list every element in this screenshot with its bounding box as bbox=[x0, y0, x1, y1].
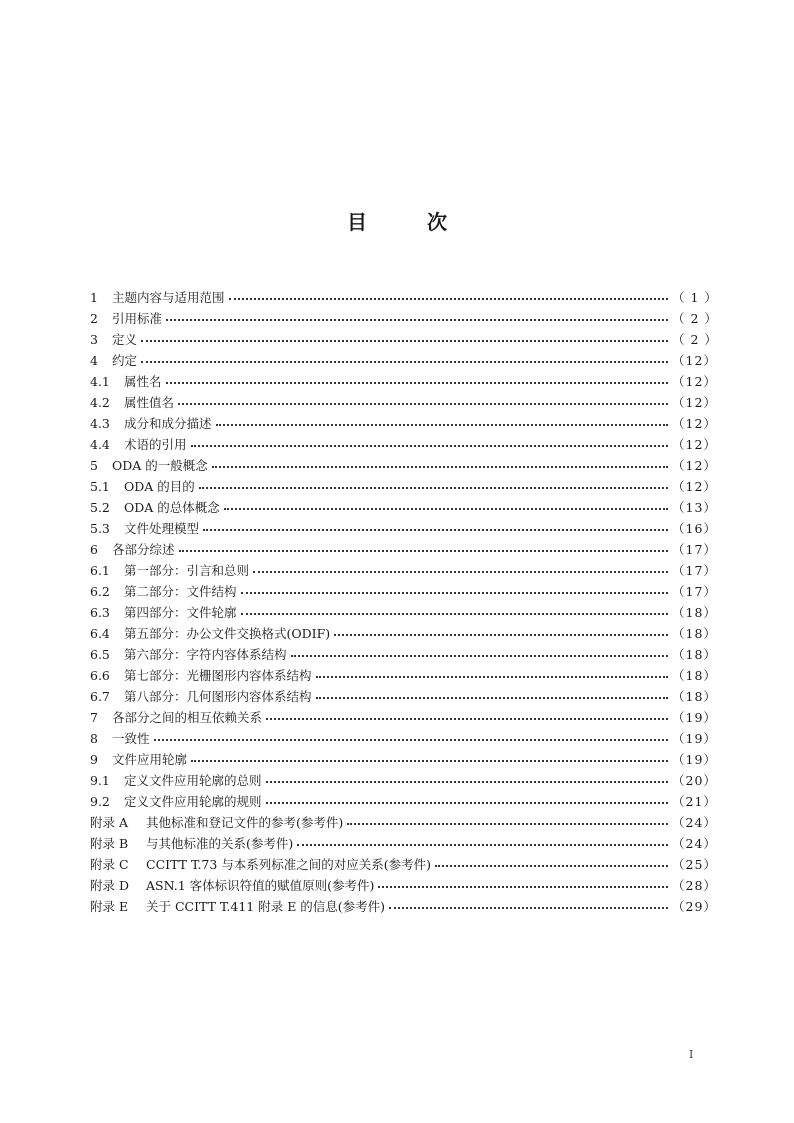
dot-leader bbox=[141, 351, 668, 363]
dot-leader bbox=[316, 666, 668, 678]
toc-entry-title: 术语的引用 bbox=[124, 437, 187, 452]
toc-entry-page: （28） bbox=[672, 878, 717, 893]
toc-entry-number: 4.1 bbox=[90, 374, 110, 389]
toc-entry[interactable] bbox=[90, 330, 718, 351]
toc-entry-page: （17） bbox=[672, 563, 717, 578]
dot-leader bbox=[241, 603, 668, 615]
toc-entry-page: （ 2 ） bbox=[672, 311, 718, 326]
toc-entry-title: ODA 的一般概念 bbox=[112, 458, 208, 473]
toc-entry-page: （13） bbox=[672, 500, 717, 515]
dot-leader bbox=[154, 729, 668, 741]
toc-entry-title: 第六部分：字符内容体系结构 bbox=[124, 647, 287, 662]
toc-entry-title: 定义文件应用轮廓的规则 bbox=[124, 794, 262, 809]
toc-entry[interactable] bbox=[90, 519, 717, 540]
toc-entry-page: （17） bbox=[672, 584, 717, 599]
toc-entry-title: 第一部分：引言和总则 bbox=[124, 563, 250, 578]
dot-leader bbox=[253, 561, 668, 573]
page-number: I bbox=[689, 1048, 694, 1061]
toc-entry-title: ASN.1 客体标识符值的赋值原则(参考件) bbox=[146, 878, 375, 893]
title-char-2: 次 bbox=[427, 210, 447, 234]
toc-entry[interactable] bbox=[90, 834, 717, 855]
toc-entry-number: 8 bbox=[90, 731, 98, 746]
toc-entry-title: 与其他标准的关系(参考件) bbox=[146, 836, 294, 851]
toc-entry-page: （12） bbox=[672, 479, 717, 494]
toc-entry-page: （18） bbox=[672, 689, 717, 704]
toc-entry[interactable] bbox=[90, 666, 717, 687]
toc-entry-page: （24） bbox=[672, 815, 717, 830]
toc-entry-page: （18） bbox=[672, 605, 717, 620]
toc-entry-number: 4.2 bbox=[90, 395, 110, 410]
toc-entry[interactable] bbox=[90, 414, 717, 435]
toc-entry-title: 第二部分：文件结构 bbox=[124, 584, 237, 599]
toc-entry-number: 附录 E bbox=[90, 899, 129, 914]
toc-entry[interactable] bbox=[90, 750, 717, 771]
dot-leader bbox=[179, 540, 668, 552]
toc-entry-number: 附录 B bbox=[90, 836, 129, 851]
dot-leader bbox=[241, 582, 668, 594]
toc-entry-title: CCITT T.73 与本系列标准之间的对应关系(参考件) bbox=[146, 857, 432, 872]
toc-entry-page: （12） bbox=[672, 353, 717, 368]
toc-entry-page: （ 2 ） bbox=[672, 332, 718, 347]
dot-leader bbox=[347, 813, 668, 825]
dot-leader bbox=[224, 498, 668, 510]
toc-entry-title: 属性名 bbox=[124, 374, 162, 389]
toc-entry-title: 约定 bbox=[112, 353, 138, 368]
toc-entry-number: 6.4 bbox=[90, 626, 110, 641]
toc-entry-page: （18） bbox=[672, 668, 717, 683]
toc-entry-number: 6.1 bbox=[90, 563, 110, 578]
dot-leader bbox=[435, 855, 668, 867]
toc-entry-page: （18） bbox=[672, 647, 717, 662]
toc-entry-title: 各部分综述 bbox=[112, 542, 175, 557]
dot-leader bbox=[389, 897, 668, 909]
toc-entry-title: 第七部分：光栅图形内容体系结构 bbox=[124, 668, 312, 683]
dot-leader bbox=[191, 435, 668, 447]
toc-entry[interactable] bbox=[90, 603, 717, 624]
toc-entry-page: （17） bbox=[672, 542, 717, 557]
toc-entry-title: 属性值名 bbox=[124, 395, 175, 410]
table-of-contents bbox=[90, 288, 718, 918]
toc-entry-page: （19） bbox=[672, 731, 717, 746]
toc-entry-page: （ 1 ） bbox=[672, 290, 718, 305]
toc-entry[interactable] bbox=[90, 708, 717, 729]
toc-entry-title: 第八部分：几何图形内容体系结构 bbox=[124, 689, 312, 704]
toc-entry[interactable] bbox=[90, 351, 717, 372]
toc-entry-page: （19） bbox=[672, 752, 717, 767]
dot-leader bbox=[334, 624, 668, 636]
toc-entry[interactable] bbox=[90, 855, 717, 876]
toc-entry-number: 9.1 bbox=[90, 773, 110, 788]
toc-entry[interactable] bbox=[90, 561, 717, 582]
toc-entry-title: ODA 的目的 bbox=[124, 479, 195, 494]
dot-leader bbox=[316, 687, 668, 699]
dot-leader bbox=[191, 750, 668, 762]
toc-entry-title: 主题内容与适用范围 bbox=[112, 290, 225, 305]
dot-leader bbox=[178, 393, 668, 405]
toc-entry-number: 4.3 bbox=[90, 416, 110, 431]
toc-entry[interactable] bbox=[90, 435, 717, 456]
toc-entry-number: 6.2 bbox=[90, 584, 110, 599]
toc-entry-number: 5 bbox=[90, 458, 98, 473]
toc-entry[interactable] bbox=[90, 645, 717, 666]
dot-leader bbox=[216, 414, 668, 426]
toc-entry-number: 5.1 bbox=[90, 479, 110, 494]
toc-entry[interactable] bbox=[90, 687, 717, 708]
toc-entry-number: 3 bbox=[90, 332, 98, 347]
dot-leader bbox=[378, 876, 668, 888]
toc-entry-page: （12） bbox=[672, 395, 717, 410]
dot-leader bbox=[266, 708, 668, 720]
toc-entry-page: （21） bbox=[672, 794, 717, 809]
toc-entry[interactable] bbox=[90, 813, 717, 834]
toc-entry-title: 文件处理模型 bbox=[124, 521, 200, 536]
toc-entry-title: 引用标准 bbox=[112, 311, 163, 326]
toc-entry-page: （12） bbox=[672, 374, 717, 389]
toc-entry-number: 附录 C bbox=[90, 857, 129, 872]
toc-entry[interactable] bbox=[90, 897, 717, 918]
toc-entry-title: 文件应用轮廓 bbox=[112, 752, 188, 767]
toc-entry-number: 4 bbox=[90, 353, 98, 368]
toc-entry-page: （16） bbox=[672, 521, 717, 536]
toc-entry-title: 定义 bbox=[112, 332, 138, 347]
toc-entry-number: 6.7 bbox=[90, 689, 110, 704]
toc-entry-title: 第五部分：办公文件交换格式(ODIF) bbox=[124, 626, 331, 641]
toc-entry-page: （12） bbox=[672, 458, 717, 473]
toc-entry[interactable] bbox=[90, 498, 717, 519]
dot-leader bbox=[229, 288, 668, 300]
toc-entry[interactable] bbox=[90, 792, 717, 813]
toc-entry[interactable] bbox=[90, 456, 717, 477]
toc-entry-number: 9.2 bbox=[90, 794, 110, 809]
toc-entry-title: 关于 CCITT T.411 附录 E 的信息(参考件) bbox=[146, 899, 386, 914]
toc-entry-number: 6 bbox=[90, 542, 98, 557]
toc-entry-page: （29） bbox=[672, 899, 717, 914]
toc-entry-number: 5.2 bbox=[90, 500, 110, 515]
toc-entry-number: 2 bbox=[90, 311, 98, 326]
toc-entry-number: 附录 D bbox=[90, 878, 129, 893]
toc-entry-title: 各部分之间的相互依赖关系 bbox=[112, 710, 263, 725]
dot-leader bbox=[199, 477, 668, 489]
toc-entry-page: （12） bbox=[672, 416, 717, 431]
toc-entry-title: 其他标准和登记文件的参考(参考件) bbox=[146, 815, 344, 830]
toc-entry-page: （19） bbox=[672, 710, 717, 725]
toc-entry[interactable] bbox=[90, 288, 718, 309]
toc-entry[interactable] bbox=[90, 393, 717, 414]
dot-leader bbox=[166, 309, 668, 321]
toc-entry-title: 定义文件应用轮廓的总则 bbox=[124, 773, 262, 788]
toc-entry-number: 5.3 bbox=[90, 521, 110, 536]
toc-entry[interactable] bbox=[90, 876, 717, 897]
toc-entry-title: ODA 的总体概念 bbox=[124, 500, 220, 515]
toc-entry[interactable] bbox=[90, 540, 717, 561]
dot-leader bbox=[166, 372, 668, 384]
toc-entry-number: 1 bbox=[90, 290, 98, 305]
toc-entry[interactable] bbox=[90, 771, 717, 792]
toc-entry-page: （12） bbox=[672, 437, 717, 452]
toc-entry-number: 6.6 bbox=[90, 668, 110, 683]
title-char-1: 目 bbox=[347, 210, 367, 234]
toc-entry-number: 4.4 bbox=[90, 437, 110, 452]
dot-leader bbox=[297, 834, 668, 846]
dot-leader bbox=[266, 792, 668, 804]
toc-entry-page: （25） bbox=[672, 857, 717, 872]
dot-leader bbox=[291, 645, 668, 657]
toc-entry-number: 6.5 bbox=[90, 647, 110, 662]
toc-entry[interactable] bbox=[90, 582, 717, 603]
dot-leader bbox=[212, 456, 668, 468]
dot-leader bbox=[266, 771, 668, 783]
toc-entry-title: 第四部分：文件轮廓 bbox=[124, 605, 237, 620]
toc-entry-number: 6.3 bbox=[90, 605, 110, 620]
toc-entry-number: 7 bbox=[90, 710, 98, 725]
dot-leader bbox=[203, 519, 668, 531]
dot-leader bbox=[141, 330, 668, 342]
toc-entry-page: （18） bbox=[672, 626, 717, 641]
toc-entry-title: 一致性 bbox=[112, 731, 150, 746]
toc-entry[interactable] bbox=[90, 624, 717, 645]
toc-entry-page: （20） bbox=[672, 773, 717, 788]
toc-entry-number: 附录 A bbox=[90, 815, 129, 830]
toc-entry[interactable] bbox=[90, 372, 717, 393]
toc-entry[interactable] bbox=[90, 309, 718, 330]
toc-entry-number: 9 bbox=[90, 752, 98, 767]
page-title bbox=[0, 206, 794, 235]
toc-entry[interactable] bbox=[90, 729, 717, 750]
toc-entry-page: （24） bbox=[672, 836, 717, 851]
toc-entry[interactable] bbox=[90, 477, 717, 498]
toc-entry-title: 成分和成分描述 bbox=[124, 416, 212, 431]
